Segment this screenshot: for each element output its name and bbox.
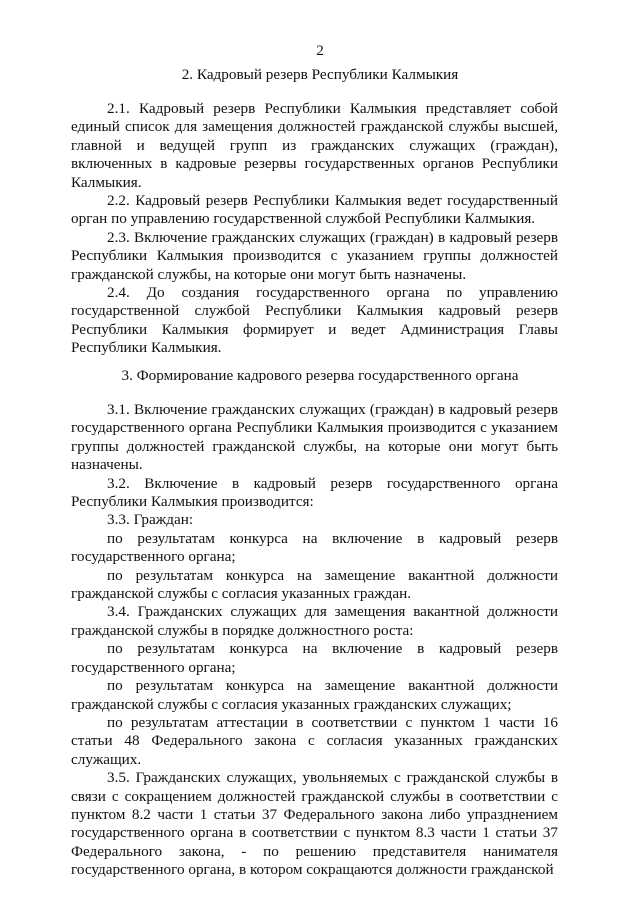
- paragraph-3-4: 3.4. Гражданских служащих для замещения вакантной должности гражданской службы в порядке должностного роста:: [71, 603, 558, 639]
- paragraph-3-1: 3.1. Включение гражданских служащих (граждан) в кадровый резерв государственного органа Республики Калмыкия производится с указанием группы должностей гражданской службы, на которые они могут быть назначены.: [71, 401, 558, 474]
- section-3-body: [71, 401, 558, 880]
- list-item-3-4-a: по результатам конкурса на включение в кадровый резерв государственного органа;: [71, 640, 558, 676]
- page-number: 2: [316, 42, 324, 59]
- list-item-3-4-c: по результатам аттестации в соответствии с пунктом 1 части 16 статьи 48 Федерального закона с согласия указанных гражданских служащих.: [71, 713, 558, 768]
- list-item-3-4-b: по результатам конкурса на замещение вакантной должности гражданской службы с согласия указанных гражданских служащих;: [71, 677, 558, 713]
- paragraph-3-3: 3.3. Граждан:: [107, 511, 194, 529]
- paragraph-2-3: 2.3. Включение гражданских служащих (граждан) в кадровый резерв Республики Калмыкия производится с указанием группы должностей гражданской службы, на которые они могут быть назначены.: [71, 228, 558, 283]
- list-item-3-3-b: по результатам конкурса на замещение вакантной должности гражданской службы с согласия указанных граждан.: [71, 566, 558, 603]
- paragraph-2-4: 2.4. До создания государственного органа по управлению государственной службой Республики Калмыкия кадровый резерв Республики Калмыкия формирует и ведет Администрация Главы Республики Калмыкия.: [71, 284, 558, 357]
- section-3-heading: 3. Формирование кадрового резерва государственного органа: [121, 367, 519, 384]
- section-2-heading: 2. Кадровый резерв Республики Калмыкия: [181, 66, 459, 83]
- section-2-body: [71, 100, 558, 358]
- paragraph-3-5: 3.5. Гражданских служащих, увольняемых с гражданской службы в связи с сокращением должностей гражданской службы в соответствии с пунктом 8.2 части 1 статьи 37 Федерального закона либо упразднением государственного органа в соответствии с пунктом 8.3 части 1 статьи 37 Федерального закона, - по решению представителя нанимателя государственного органа, в котором сокращаются должности гражданской: [71, 769, 558, 879]
- list-item-3-3-a: по результатам конкурса на включение в кадровый резерв государственного органа;: [71, 529, 558, 566]
- paragraph-2-1: 2.1. Кадровый резерв Республики Калмыкия представляет собой единый список для замещения должностей гражданской службы высшей, главной и ведущей групп из гражданских служащих (граждан), включенных в кадровые резервы государственных органов Республики Калмыкия.: [71, 100, 558, 191]
- paragraph-3-2: 3.2. Включение в кадровый резерв государственного органа Республики Калмыкия производится:: [71, 474, 558, 511]
- paragraph-2-2: 2.2. Кадровый резерв Республики Калмыкия ведет государственный орган по управлению государственной службой Республики Калмыкия.: [71, 192, 558, 228]
